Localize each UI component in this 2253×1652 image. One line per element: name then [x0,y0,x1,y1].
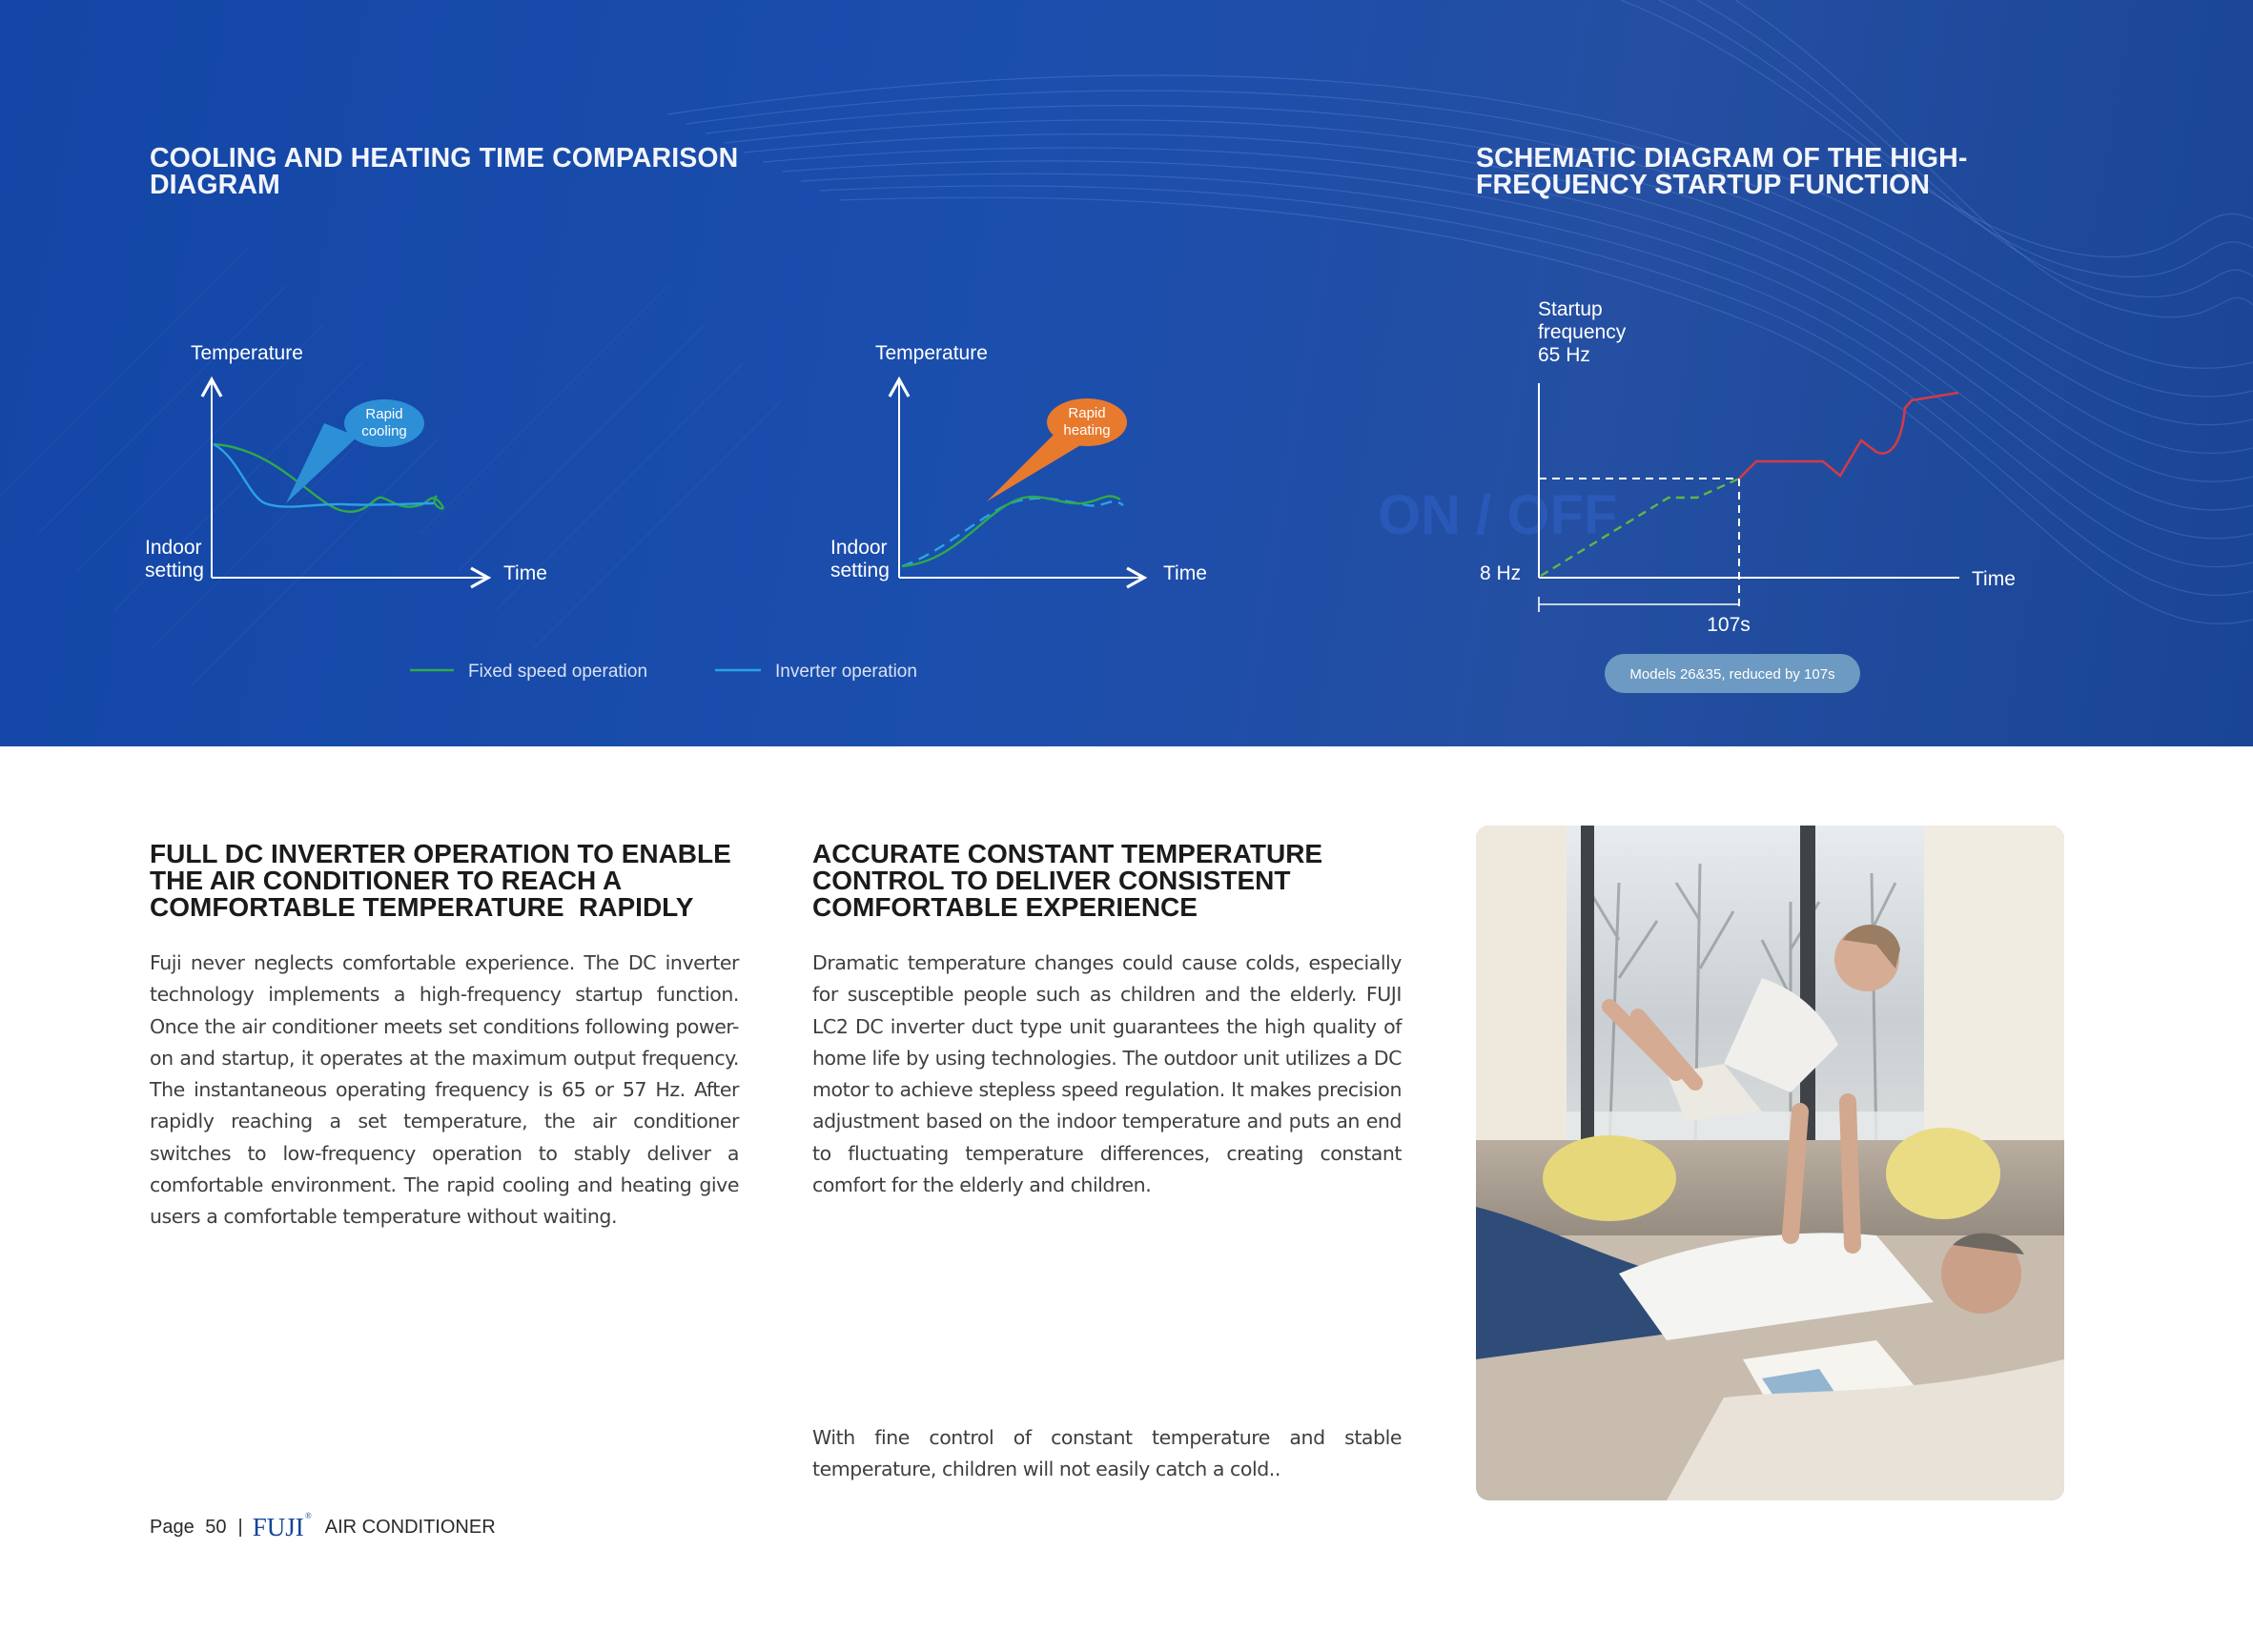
models-note-text: Models 26&35, reduced by 107s [1629,666,1835,683]
footer-page-word: Page [150,1516,195,1538]
legend-inverter-label: Inverter operation [775,662,917,682]
startup-x-axis-label: Time [1972,568,2016,590]
startup-min-frequency-label: 8 Hz [1480,562,1522,584]
cooling-heating-diagram-title: COOLING AND HEATING TIME COMPARISON DIAGRAM [150,143,739,200]
section2-body: Dramatic temperature changes could cause colds, especially for susceptible people such as children and the elderly. FUJI LC2 DC inverter duct type unit guarantees the high quality of home life by using technologies. The outdoor unit utilizes a DC motor to achieve stepless speed regulation. It makes precision adjustment based on the indoor temperature and puts an end to fluctuating temperature differences, creating constant comfort for the elderly and children. [812,951,1402,1197]
cooling-callout-pointer [286,423,358,503]
startup-y-label-line2: frequency [1538,321,1627,343]
heating-callout-pointer [987,435,1082,501]
cooling-origin-label-line1: Indoor [145,537,202,559]
fuji-logo-text: FUJI [252,1512,304,1541]
cooling-y-axis-label: Temperature [191,342,303,364]
footer-product: AIR CONDITIONER [324,1516,496,1538]
family-photo-illustration [1476,826,2064,1500]
cooling-chart [145,342,547,584]
rapid-heating-callout-line2: heating [1063,422,1111,438]
footer-page-number: 50 [205,1516,227,1538]
fuji-logo-registered-mark: ® [304,1510,312,1520]
section1-title-line3: COMFORTABLE TEMPERATURE RAPIDLY [150,892,694,922]
heating-origin-label-line1: Indoor [830,537,888,559]
section2-title [812,841,1442,921]
on-off-watermark: ON / OFF [1378,484,1618,546]
section1-title-line2: THE AIR CONDITIONER TO REACH A [150,866,623,895]
cooling-x-axis-label: Time [503,562,547,584]
legend [410,662,917,682]
hero-banner [0,0,2253,746]
rapid-cooling-callout-line2: cooling [361,423,407,439]
section1-body: Fuji never neglects comfortable experience. The DC inverter technology implements a high-frequency startup function. Once the air conditioner meets set conditions following power-on and startup, it operates at the maximum output frequency. The instantaneous operating frequency is 65 or 57 Hz. After rapidly reaching a set temperature, the air conditioner switches to low-frequency operation to stably deliver a comfortable environment. The rapid cooling and heating give users a comfortable temperature without waiting. [150,951,739,1229]
startup-diagram-title: SCHEMATIC DIAGRAM OF THE HIGH-FREQUENCY STARTUP FUNCTION [1476,143,1968,200]
section2-title-line1: ACCURATE CONSTANT TEMPERATURE [812,839,1323,868]
fuji-logo [252,1510,312,1542]
heating-y-axis-label: Temperature [875,342,988,364]
legend-fixed-speed-label: Fixed speed operation [468,662,648,682]
startup-y-label-line3: 65 Hz [1538,344,1590,366]
heating-chart [830,342,1207,584]
section2-title-line2: CONTROL TO DELIVER CONSISTENT [812,866,1291,895]
page-footer [150,1510,496,1541]
rapid-cooling-callout-line1: Rapid [365,406,403,422]
footer-separator: | [237,1516,243,1538]
diagram-canvas [0,0,2253,746]
heating-origin-label-line2: setting [830,560,890,581]
section1-title [150,841,779,921]
heating-x-axis-label: Time [1163,562,1207,584]
section1-title-line1: FULL DC INVERTER OPERATION TO ENABLE [150,839,731,868]
section2-closing: With fine control of constant temperature and stable temperature, children will not easily catch a cold.. [812,1426,1402,1481]
high-frequency-line [1739,393,1958,479]
cooling-origin-label-line2: setting [145,560,204,581]
heating-fixed-speed-curve [902,497,1120,566]
startup-frequency-chart [1378,298,2016,693]
duration-label: 107s [1707,614,1751,636]
section2-title-line3: COMFORTABLE EXPERIENCE [812,892,1198,922]
rapid-heating-callout-line1: Rapid [1068,405,1106,421]
family-photo [1476,826,2064,1500]
startup-y-label-line1: Startup [1538,298,1603,320]
